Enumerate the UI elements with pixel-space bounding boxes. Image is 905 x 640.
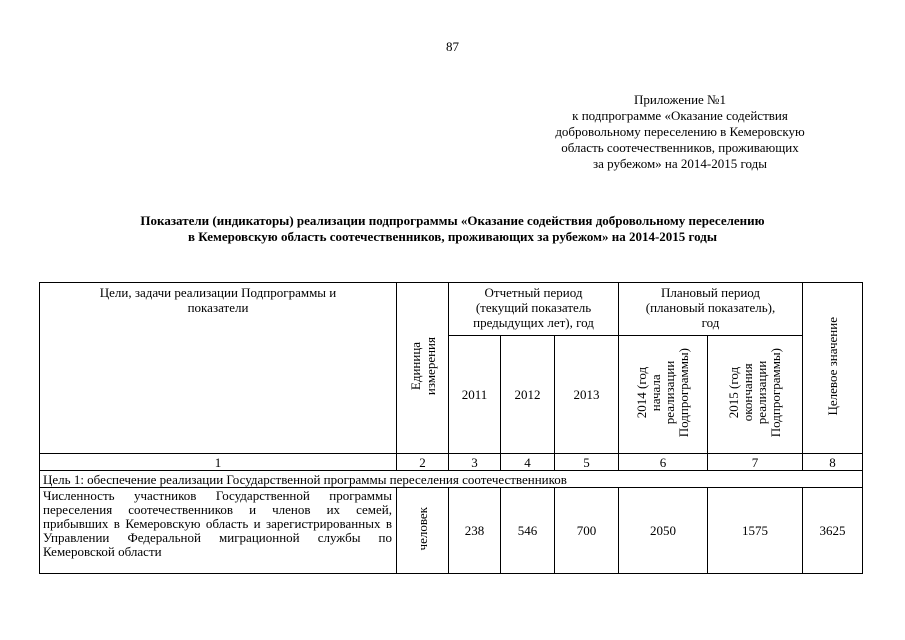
header-year-2011: 2011: [449, 336, 501, 454]
value-2015: 1575: [708, 488, 803, 574]
appendix-line: за рубежом» на 2014-2015 годы: [593, 156, 767, 171]
indicators-table: [39, 282, 863, 574]
header-goals-line: показатели: [187, 300, 249, 315]
value-2011: 238: [449, 488, 501, 574]
column-number: 7: [708, 454, 803, 471]
title-line: в Кемеровскую область соотечественников, проживающих за рубежом» на 2014-2015 годы: [188, 229, 717, 244]
header-goals: [40, 283, 397, 454]
value-target: 3625: [803, 488, 863, 574]
header-year-2012: 2012: [501, 336, 555, 454]
appendix-line: к подпрограмме «Оказание содействия: [572, 108, 788, 123]
value-2013: 700: [555, 488, 619, 574]
header-unit-line: измерения: [422, 337, 438, 396]
appendix-line: добровольному переселению в Кемеровскую: [555, 124, 805, 139]
header-year-2015: [708, 336, 803, 454]
header-unit-line: Единица: [407, 342, 423, 391]
value-2014: 2050: [619, 488, 708, 574]
appendix-note: [520, 92, 840, 172]
header-reporting-line: Отчетный период: [484, 285, 583, 300]
header-goals-line: Цели, задачи реализации Подпрограммы и: [99, 285, 337, 300]
goal-row: Цель 1: обеспечение реализации Государственной программы переселения соотечественников: [40, 471, 863, 488]
document-title: [40, 213, 865, 245]
header-2014-line: Подпрограммы): [676, 348, 691, 438]
header-reporting-period: [449, 283, 619, 336]
page-number: 87: [446, 39, 459, 54]
header-year-2014: [619, 336, 708, 454]
table-row: [40, 488, 863, 574]
header-2015-line: реализации: [754, 361, 769, 425]
header-2014-line: 2014 (год: [634, 367, 649, 419]
header-planned-line: (плановый показатель),: [645, 300, 776, 315]
header-2014-line: реализации: [662, 361, 677, 425]
header-reporting-line: (текущий показатель: [475, 300, 592, 315]
value-2012: 546: [501, 488, 555, 574]
column-number: 2: [397, 454, 449, 471]
header-planned-period: [619, 283, 803, 336]
column-number: 4: [501, 454, 555, 471]
indicator-unit: [397, 488, 449, 574]
header-target: [803, 283, 863, 454]
header-2015-line: Подпрограммы): [768, 348, 783, 438]
header-2015-line: 2015 (год: [726, 367, 741, 419]
header-target-text: Целевое значение: [825, 317, 840, 416]
header-year-2013: 2013: [555, 336, 619, 454]
column-number: 5: [555, 454, 619, 471]
indicator-name: Численность участников Государственной программы переселения соотечественников и членов их семей, прибывших в Кемеровскую область и зарегистрированных в Управлении Федеральной миграционной службы по Кемеровской области: [40, 488, 397, 574]
title-line: Показатели (индикаторы) реализации подпрограммы «Оказание содействия добровольному переселению: [140, 213, 765, 228]
header-2014-line: начала: [648, 374, 663, 412]
header-reporting-line: предыдущих лет), год: [473, 315, 594, 330]
column-number: 1: [40, 454, 397, 471]
column-number: 8: [803, 454, 863, 471]
column-number: 6: [619, 454, 708, 471]
header-planned-line: год: [701, 315, 720, 330]
indicator-unit-text: человек: [415, 507, 430, 551]
header-planned-line: Плановый период: [660, 285, 761, 300]
header-2015-line: окончания: [740, 364, 755, 422]
column-number: 3: [449, 454, 501, 471]
column-number-row: [40, 454, 863, 471]
appendix-line: Приложение №1: [634, 92, 726, 107]
header-unit: [397, 283, 449, 454]
appendix-line: область соотечественников, проживающих: [561, 140, 799, 155]
